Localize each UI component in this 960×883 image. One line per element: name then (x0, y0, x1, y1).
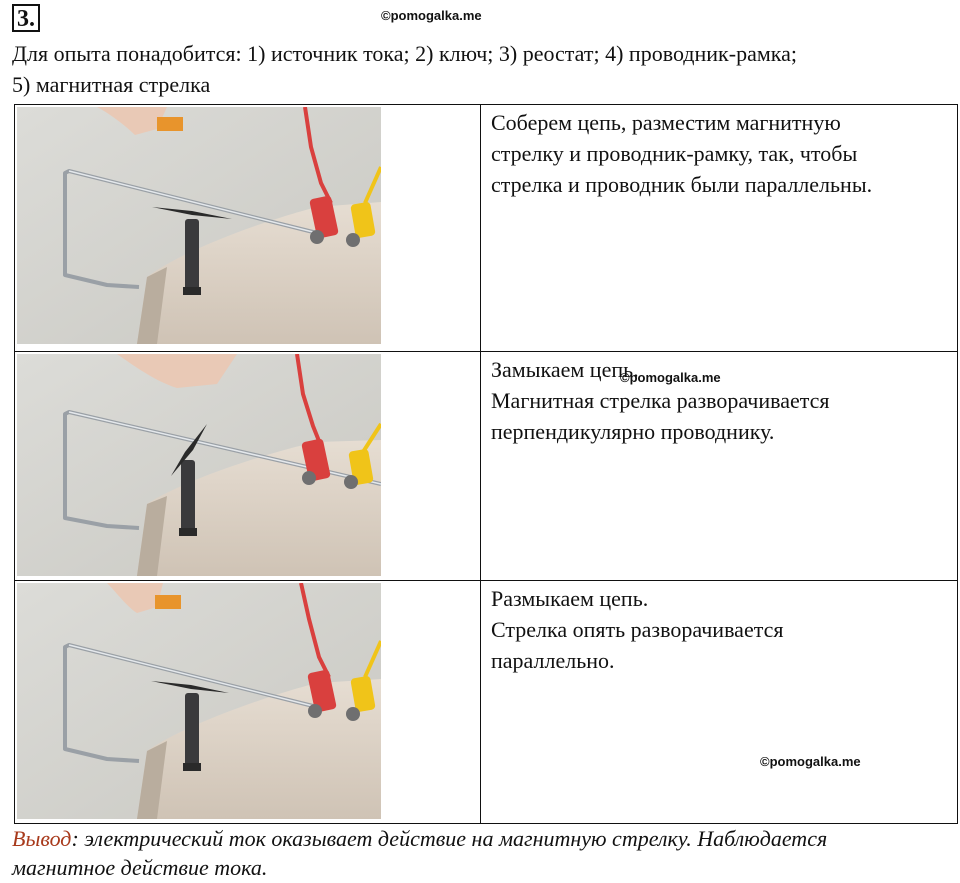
step-line: Размыкаем цепь. (491, 586, 649, 611)
experiment-photo-1 (17, 107, 381, 344)
step-line: параллельно. (491, 648, 615, 673)
step-line: Стрелка опять разворачивается (491, 617, 784, 642)
intro-text (12, 38, 952, 100)
table-row (15, 352, 957, 581)
photo-cell (15, 105, 481, 351)
photo-cell (15, 581, 481, 823)
intro-line-1: Для опыта понадобится: 1) источник тока; 2) ключ; 3) реостат; 4) проводник-рамка; (12, 41, 797, 66)
table-row (15, 105, 957, 352)
step-description (491, 583, 951, 676)
task-number: 3. (12, 4, 40, 32)
conclusion-text: : электрический ток оказывает действие на магнитную стрелку. Наблюдается (71, 826, 828, 851)
step-line: Соберем цепь, разместим магнитную (491, 110, 841, 135)
experiment-photo-2 (17, 354, 381, 576)
table-row (15, 581, 957, 823)
step-line: стрелку и проводник-рамку, так, чтобы (491, 141, 858, 166)
photo-cell (15, 352, 481, 580)
conclusion-text-2: магнитное действие тока. (12, 855, 268, 880)
step-description (491, 354, 951, 447)
step-line: перпендикулярно проводнику. (491, 419, 775, 444)
step-line: Магнитная стрелка разворачивается (491, 388, 830, 413)
step-description (491, 107, 951, 200)
conclusion-label: Вывод (12, 826, 72, 851)
step-line: Замыкаем цепь. (491, 357, 639, 382)
experiment-photo-3 (17, 583, 381, 819)
watermark: ©pomogalka.me (381, 8, 482, 23)
experiment-table (14, 104, 958, 824)
conclusion (12, 824, 952, 882)
intro-line-2: 5) магнитная стрелка (12, 72, 211, 97)
step-line: стрелка и проводник были параллельны. (491, 172, 873, 197)
watermark: ©pomogalka.me (760, 754, 861, 769)
watermark: ©pomogalka.me (620, 370, 721, 385)
